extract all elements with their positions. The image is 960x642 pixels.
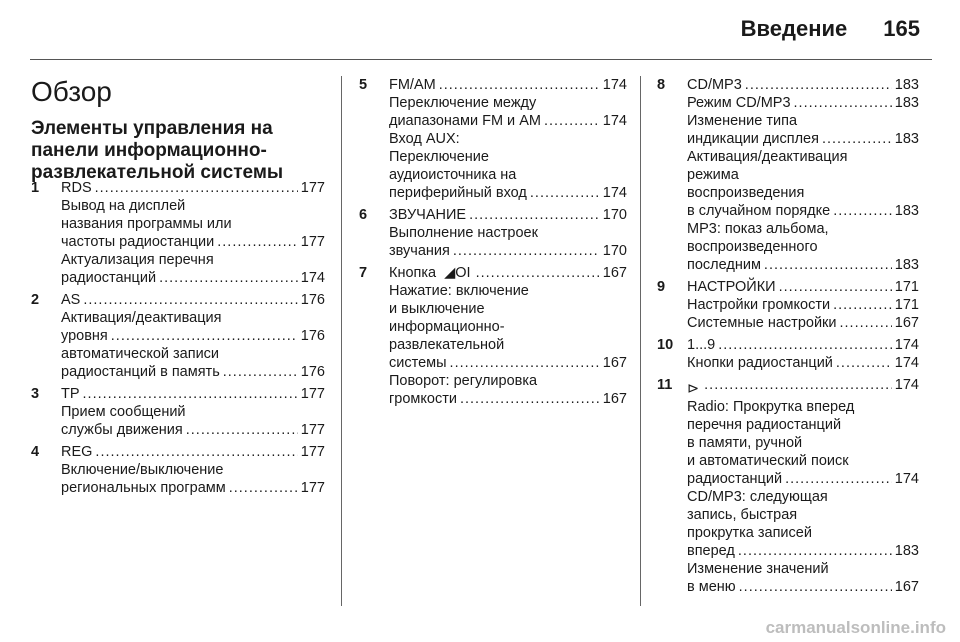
leader-dots — [83, 385, 298, 403]
index-entry[interactable] — [687, 94, 919, 112]
entry-label: AS — [61, 292, 81, 308]
entry-label: НАСТРОЙКИ — [687, 279, 776, 295]
page-reference[interactable]: 167 — [602, 391, 627, 407]
entry-text — [389, 112, 541, 130]
leader-dots — [95, 443, 297, 461]
page-reference[interactable]: 167 — [602, 355, 627, 371]
entry-text — [687, 578, 736, 596]
page-reference[interactable]: 176 — [300, 292, 325, 308]
entry-label: аудиоисточника на — [389, 167, 517, 183]
leader-dots — [738, 542, 892, 560]
index-description — [687, 220, 919, 238]
entry-label: радиостанций — [687, 471, 783, 487]
leader-dots — [833, 296, 892, 314]
page-reference[interactable]: 174 — [602, 113, 627, 129]
seek-forward-icon: ⊳ — [687, 381, 700, 397]
entry-text — [687, 380, 701, 398]
entry-label: Кнопки радиостанций — [687, 355, 833, 371]
entry-label: Вывод на дисплей — [61, 198, 186, 214]
entry-text — [687, 220, 829, 238]
index-entry[interactable] — [61, 291, 325, 309]
entry-label: информационно- — [389, 319, 505, 335]
entry-text — [389, 336, 504, 354]
index-description — [687, 166, 919, 184]
entry-label: REG — [61, 444, 93, 460]
entry-text — [687, 148, 848, 166]
entry-label: Режим CD/MP3 — [687, 95, 791, 111]
leader-dots — [739, 578, 892, 596]
entry-text — [389, 94, 536, 112]
page-reference[interactable]: 174 — [894, 355, 919, 371]
index-entry[interactable] — [389, 76, 627, 94]
page-reference[interactable]: 177 — [300, 422, 325, 438]
entry-label: ЗВУЧАНИЕ — [389, 207, 467, 223]
index-description — [61, 215, 325, 233]
index-entry[interactable] — [61, 363, 325, 381]
index-description — [61, 197, 325, 215]
item-number: 4 — [31, 444, 40, 460]
page-reference[interactable]: 167 — [602, 265, 627, 281]
page-reference[interactable]: 177 — [300, 444, 325, 460]
index-entry[interactable] — [61, 179, 325, 197]
entry-text — [389, 166, 516, 184]
index-item — [31, 443, 325, 497]
entry-text — [61, 479, 226, 497]
leader-dots — [450, 354, 600, 372]
entry-label: Активация/деактивация — [687, 149, 848, 165]
entry-label: Поворот: регулировка — [389, 373, 538, 389]
entry-label: Переключение — [389, 149, 489, 165]
leader-dots — [95, 179, 298, 197]
entry-label: периферийный вход — [389, 185, 527, 201]
index-description — [61, 403, 325, 421]
entry-text — [389, 390, 457, 408]
entry-text — [389, 354, 447, 372]
index-item — [657, 336, 919, 372]
index-description — [687, 238, 919, 256]
leader-dots — [83, 291, 297, 309]
entry-label: RDS — [61, 180, 92, 196]
entry-label: воспроизведения — [687, 185, 805, 201]
entry-text — [389, 206, 466, 224]
index-entry[interactable] — [687, 354, 919, 372]
index-entry[interactable] — [687, 578, 919, 596]
page-reference[interactable]: 167 — [894, 579, 919, 595]
page-reference[interactable]: 183 — [894, 543, 919, 559]
index-entry[interactable] — [687, 336, 919, 354]
entry-label: Прием сообщений — [61, 404, 186, 420]
entry-label: CD/MP3: следующая — [687, 489, 828, 505]
index-description — [687, 560, 919, 578]
index-column-1 — [31, 179, 325, 501]
entry-text — [61, 197, 185, 215]
item-number: 3 — [31, 386, 40, 402]
entry-label: службы движения — [61, 422, 183, 438]
entry-text — [61, 269, 156, 287]
entry-label: Изменение типа — [687, 113, 798, 129]
item-number: 8 — [657, 77, 666, 93]
entry-text — [687, 296, 830, 314]
index-description — [687, 524, 919, 542]
page-reference[interactable]: 174 — [602, 77, 627, 93]
item-number: 6 — [359, 207, 368, 223]
page-number: 165 — [883, 16, 920, 41]
entry-label: запись, быстрая — [687, 507, 798, 523]
index-entry[interactable] — [389, 242, 627, 260]
page-reference[interactable]: 174 — [894, 471, 919, 487]
index-entry[interactable] — [61, 479, 325, 497]
entry-label: развлекательной — [389, 337, 505, 353]
page-reference[interactable]: 174 — [894, 377, 919, 393]
entry-text — [61, 403, 186, 421]
leader-dots — [764, 256, 892, 274]
leader-dots — [836, 354, 892, 372]
entry-text — [389, 130, 460, 148]
index-item — [359, 206, 627, 260]
page-reference[interactable]: 183 — [894, 95, 919, 111]
entry-text — [61, 215, 232, 233]
index-description — [687, 184, 919, 202]
index-item — [359, 76, 627, 202]
leader-dots — [530, 184, 600, 202]
entry-label: региональных программ — [61, 480, 226, 496]
index-column-2 — [359, 76, 627, 412]
index-description — [61, 251, 325, 269]
index-item — [31, 179, 325, 287]
index-entry[interactable] — [687, 314, 919, 332]
index-entry[interactable] — [61, 269, 325, 287]
leader-dots — [186, 421, 298, 439]
index-entry[interactable] — [687, 76, 919, 94]
index-item — [359, 264, 627, 408]
index-entry[interactable] — [687, 470, 919, 488]
leader-dots — [460, 390, 600, 408]
item-number: 7 — [359, 265, 368, 281]
page-reference[interactable]: 176 — [300, 328, 325, 344]
volume-power-icon: ◢OI — [444, 265, 471, 281]
leader-dots — [779, 278, 892, 296]
subheading: Элементы управления на панели информационно-развлекательной системы — [31, 118, 284, 183]
entry-label: перечня радиостанций — [687, 417, 842, 433]
entry-text — [687, 524, 812, 542]
entry-text — [61, 345, 219, 363]
index-description — [389, 130, 627, 148]
leader-dots — [223, 363, 298, 381]
entry-text — [61, 233, 214, 251]
index-description — [61, 309, 325, 327]
entry-label: уровня — [61, 328, 108, 344]
leader-dots — [159, 269, 298, 287]
page-reference[interactable]: 177 — [300, 180, 325, 196]
page-reference[interactable]: 177 — [300, 234, 325, 250]
entry-label: радиостанций — [61, 270, 157, 286]
index-description — [389, 282, 627, 300]
leader-dots — [840, 314, 892, 332]
index-description — [687, 488, 919, 506]
index-entry[interactable] — [389, 264, 627, 282]
index-entry[interactable] — [61, 233, 325, 251]
entry-text — [687, 184, 804, 202]
index-description — [389, 372, 627, 390]
index-description — [389, 166, 627, 184]
entry-text — [687, 434, 802, 452]
entry-text — [687, 398, 854, 416]
entry-label: Изменение значений — [687, 561, 829, 577]
entry-text — [687, 112, 797, 130]
index-column-3 — [657, 76, 919, 600]
index-description — [61, 461, 325, 479]
index-description — [687, 416, 919, 434]
leader-dots — [111, 327, 298, 345]
entry-label: TP — [61, 386, 80, 402]
entry-text — [61, 385, 80, 403]
index-description — [389, 300, 627, 318]
entry-text — [687, 506, 797, 524]
entry-label: Нажатие: включение — [389, 283, 529, 299]
entry-text — [687, 256, 761, 274]
running-header — [741, 16, 920, 42]
page-reference[interactable]: 177 — [300, 386, 325, 402]
entry-text — [687, 238, 818, 256]
entry-label: в памяти, ручной — [687, 435, 803, 451]
entry-label: в случайном порядке — [687, 203, 831, 219]
page-reference[interactable]: 171 — [894, 297, 919, 313]
index-description — [687, 398, 919, 416]
index-item — [31, 291, 325, 381]
entry-label: CD/MP3 — [687, 77, 742, 93]
entry-label: MP3: показ альбома, — [687, 221, 829, 237]
entry-text — [389, 148, 489, 166]
entry-text — [687, 470, 782, 488]
entry-text — [389, 242, 450, 260]
entry-label: радиостанций в память — [61, 364, 220, 380]
page-heading: Обзор — [31, 76, 112, 107]
entry-label: названия программы или — [61, 216, 232, 232]
index-entry[interactable] — [687, 130, 919, 148]
index-entry[interactable] — [389, 206, 627, 224]
entry-label: последним — [687, 257, 761, 273]
entry-text — [687, 76, 742, 94]
item-number: 10 — [657, 337, 674, 353]
entry-label: прокрутка записей — [687, 525, 812, 541]
index-entry[interactable] — [389, 390, 627, 408]
entry-label: Выполнение настроек — [389, 225, 538, 241]
leader-dots — [453, 242, 600, 260]
index-description — [389, 148, 627, 166]
page-reference[interactable]: 174 — [894, 337, 919, 353]
item-number: 9 — [657, 279, 666, 295]
page-reference[interactable]: 183 — [894, 257, 919, 273]
item-number: 5 — [359, 77, 368, 93]
index-entry[interactable] — [687, 376, 919, 398]
entry-label: Переключение между — [389, 95, 537, 111]
index-entry[interactable] — [389, 354, 627, 372]
page-reference[interactable]: 176 — [300, 364, 325, 380]
page-reference[interactable]: 171 — [894, 279, 919, 295]
leader-dots — [704, 376, 892, 394]
index-entry[interactable] — [61, 443, 325, 461]
entry-text — [687, 202, 830, 220]
entry-text — [61, 443, 92, 461]
entry-text — [61, 421, 183, 439]
entry-text — [61, 251, 214, 269]
index-description — [389, 336, 627, 354]
index-entry[interactable] — [687, 278, 919, 296]
index-item — [657, 376, 919, 596]
entry-text — [389, 76, 436, 94]
entry-text — [389, 224, 538, 242]
index-description — [687, 112, 919, 130]
index-description — [687, 452, 919, 470]
entry-text — [389, 372, 537, 390]
entry-label: режима — [687, 167, 739, 183]
index-description — [389, 318, 627, 336]
entry-label: частоты радиостанции — [61, 234, 215, 250]
leader-dots — [822, 130, 892, 148]
page-reference[interactable]: 167 — [894, 315, 919, 331]
entry-text — [389, 300, 485, 318]
entry-label: Кнопка — [389, 265, 437, 281]
index-description — [687, 434, 919, 452]
entry-label: и выключение — [389, 301, 485, 317]
entry-label: Актуализация перечня — [61, 252, 214, 268]
index-description — [687, 148, 919, 166]
index-description — [389, 224, 627, 242]
entry-text — [687, 452, 849, 470]
item-number: 1 — [31, 180, 40, 196]
leader-dots — [469, 206, 600, 224]
entry-label: Системные настройки — [687, 315, 837, 331]
entry-label: воспроизведенного — [687, 239, 818, 255]
entry-text — [687, 416, 841, 434]
entry-text — [687, 336, 715, 354]
entry-text — [687, 542, 735, 560]
index-item — [657, 76, 919, 274]
entry-text — [389, 318, 505, 336]
index-item — [657, 278, 919, 332]
leader-dots — [745, 76, 892, 94]
entry-label: диапазонами FM и AM — [389, 113, 541, 129]
index-entry[interactable] — [61, 327, 325, 345]
index-entry[interactable] — [687, 296, 919, 314]
page-reference[interactable]: 183 — [894, 131, 919, 147]
leader-dots — [718, 336, 892, 354]
index-description — [389, 94, 627, 112]
leader-dots — [544, 112, 600, 130]
entry-label: громкости — [389, 391, 457, 407]
entry-label: системы — [389, 355, 447, 371]
entry-text — [61, 179, 92, 197]
item-number: 11 — [657, 377, 673, 393]
leader-dots — [217, 233, 298, 251]
entry-label: в меню — [687, 579, 736, 595]
entry-text — [687, 354, 833, 372]
page-reference[interactable]: 174 — [300, 270, 325, 286]
entry-label: Настройки громкости — [687, 297, 831, 313]
leader-dots — [229, 479, 298, 497]
index-entry[interactable] — [389, 112, 627, 130]
leader-dots — [785, 470, 892, 488]
index-description — [61, 345, 325, 363]
column-divider-1 — [341, 76, 342, 606]
entry-text — [61, 363, 220, 381]
index-entry[interactable] — [389, 184, 627, 202]
entry-text — [687, 278, 776, 296]
entry-text — [687, 488, 828, 506]
page-reference[interactable]: 183 — [894, 203, 919, 219]
page-reference[interactable]: 183 — [894, 77, 919, 93]
entry-text — [61, 327, 108, 345]
page-reference[interactable]: 170 — [602, 207, 627, 223]
index-entry[interactable] — [61, 385, 325, 403]
watermark: carmanualsonline.info — [765, 618, 946, 637]
entry-label: индикации дисплея — [687, 131, 819, 147]
index-item — [31, 385, 325, 439]
entry-text — [687, 314, 837, 332]
leader-dots — [833, 202, 892, 220]
index-entry[interactable] — [687, 256, 919, 274]
entry-text — [687, 166, 739, 184]
index-entry[interactable] — [687, 542, 919, 560]
entry-text — [61, 291, 80, 309]
entry-label: Включение/выключение — [61, 462, 224, 478]
entry-text — [61, 461, 223, 479]
column-divider-2 — [640, 76, 641, 606]
entry-text — [687, 560, 829, 578]
entry-label: Активация/деактивация — [61, 310, 222, 326]
entry-label: и автоматический поиск — [687, 453, 849, 469]
entry-text — [687, 94, 791, 112]
entry-label: Вход AUX: — [389, 131, 460, 147]
entry-label: FM/AM — [389, 77, 436, 93]
page-reference[interactable]: 174 — [602, 185, 627, 201]
entry-label: вперед — [687, 543, 735, 559]
index-entry[interactable] — [61, 421, 325, 439]
entry-label: Radio: Прокрутка вперед — [687, 399, 855, 415]
entry-text — [687, 130, 819, 148]
index-description — [687, 506, 919, 524]
entry-label: звучания — [389, 243, 450, 259]
entry-label: 1...9 — [687, 337, 716, 353]
item-number: 2 — [31, 292, 40, 308]
entry-label: автоматической записи — [61, 346, 220, 362]
index-entry[interactable] — [687, 202, 919, 220]
entry-text — [61, 309, 222, 327]
entry-text — [389, 282, 529, 300]
header-rule — [30, 59, 932, 60]
leader-dots — [794, 94, 892, 112]
page-reference[interactable]: 170 — [602, 243, 627, 259]
leader-dots — [439, 76, 600, 94]
entry-text — [389, 184, 527, 202]
page-reference[interactable]: 177 — [300, 480, 325, 496]
section-title: Введение — [740, 16, 848, 41]
entry-text — [389, 264, 473, 282]
leader-dots — [476, 264, 600, 282]
